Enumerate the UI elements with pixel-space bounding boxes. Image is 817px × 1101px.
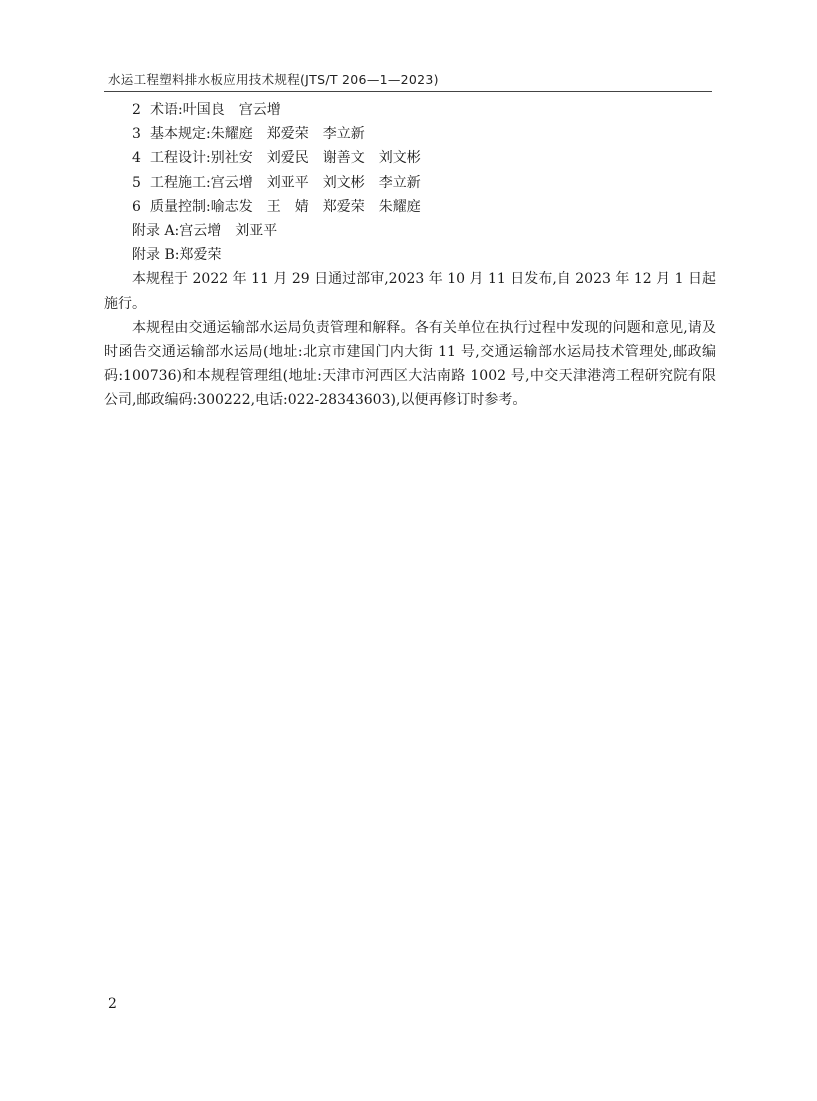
document-body (104, 98, 716, 413)
author-list-item-6 (104, 195, 716, 219)
chapter-number: 2 (132, 102, 141, 118)
administration-paragraph: 本规程由交通运输部水运局负责管理和解释。各有关单位在执行过程中发现的问题和意见,请及时函告交通运输部水运局(地址:北京市建国门内大街 11 号,交通运输部水运局技术管理处,邮政编码:100736)和本规程管理组(地址:天津市河西区大沽南路 1002 号,中交天津港湾工程研究院有限公司,邮政编码:300222,电话:022-28343603),以便再修订时参考。 (104, 319, 716, 409)
chapter-authors: 工程施工:宫云增 刘亚平 刘文彬 李立新 (150, 174, 421, 191)
chapter-number: 4 (132, 150, 141, 167)
chapter-authors: 术语:叶国良 宫云增 (150, 102, 281, 118)
author-list-item-5 (104, 171, 716, 195)
appendix-a-authors: 附录 A:宫云增 刘亚平 (132, 223, 278, 240)
effective-date-paragraph: 本规程于 2022 年 11 月 29 日通过部审,2023 年 10 月 11 日发布,自 2023 年 12 月 1 日起施行。 (104, 271, 716, 312)
author-list-item-3 (104, 122, 716, 146)
chapter-number: 5 (132, 174, 141, 191)
chapter-number: 6 (132, 198, 141, 215)
author-list-item-2 (104, 98, 716, 122)
appendix-b-authors: 附录 B:郑爱荣 (132, 247, 222, 264)
page-number: 2 (108, 996, 117, 1012)
chapter-authors: 基本规定:朱耀庭 郑爱荣 李立新 (150, 126, 365, 143)
chapter-number: 3 (132, 126, 141, 143)
author-list-item-4 (104, 146, 716, 170)
chapter-authors: 工程设计:别社安 刘爱民 谢善文 刘文彬 (150, 150, 421, 167)
running-header-title: 水运工程塑料排水板应用技术规程(JTS/T 206—1—2023) (108, 72, 439, 87)
header-rule (104, 91, 712, 92)
chapter-authors: 质量控制:喻志发 王 婧 郑爱荣 朱耀庭 (150, 198, 421, 215)
